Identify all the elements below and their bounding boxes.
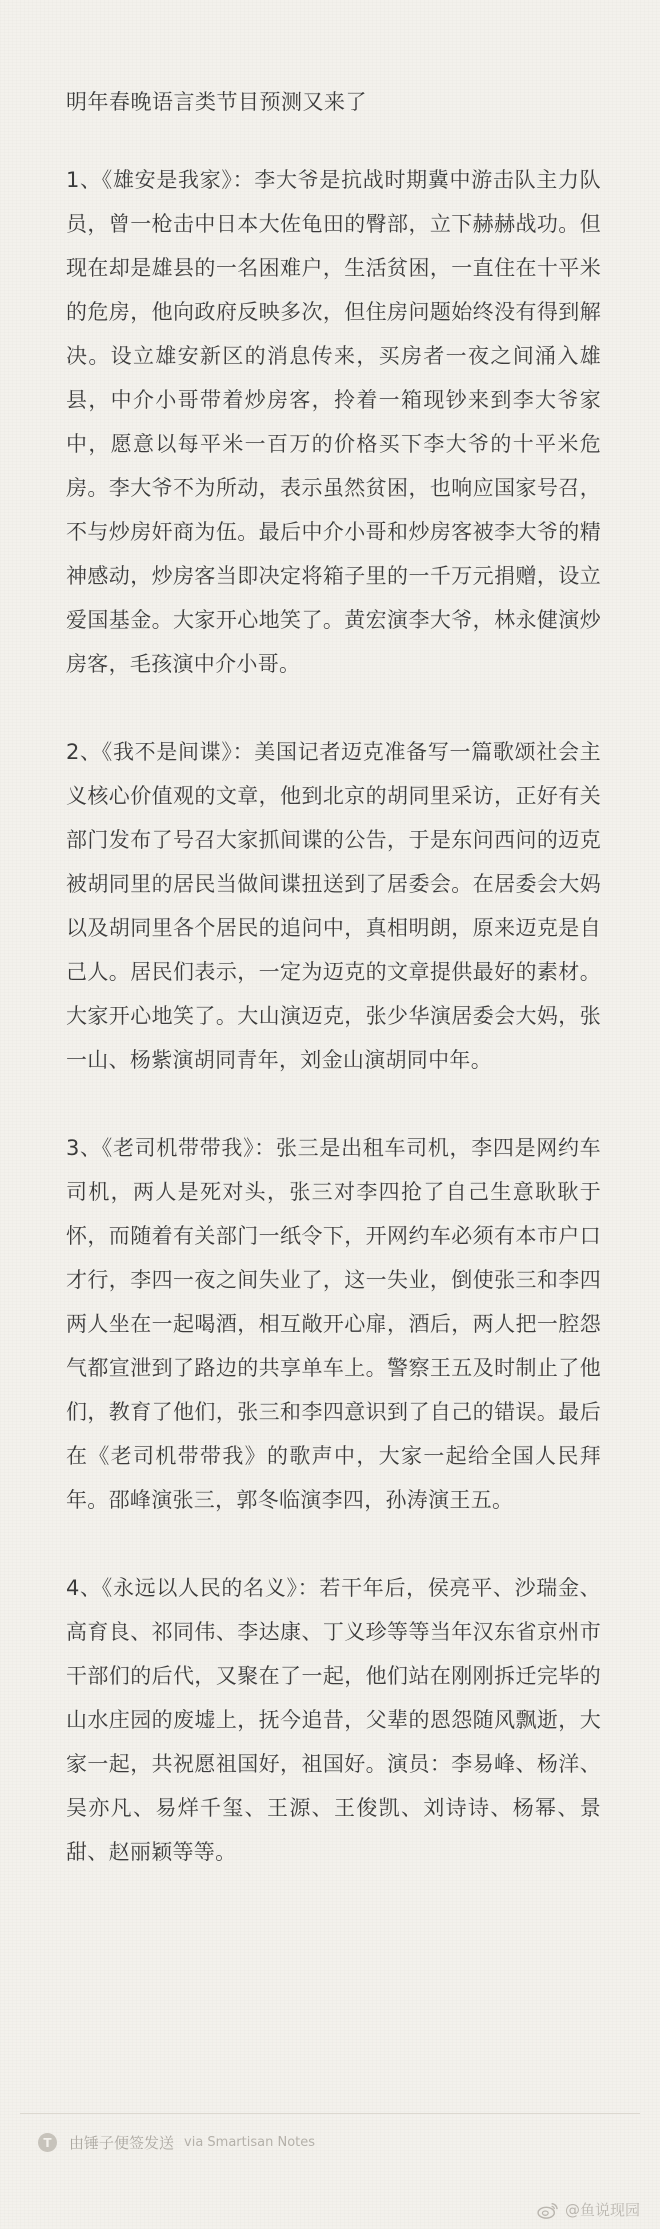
smartisan-t-icon: T bbox=[38, 2133, 57, 2152]
note-paragraph-4: 4、《永远以人民的名义》：若干年后，侯亮平、沙瑞金、高育良、祁同伟、李达康、丁义珍等等当年汉东省京州市干部们的后代，又聚在了一起，他们站在刚刚拆迁完毕的山水庄园的废墟上，抚今追昔，父辈的恩怨随风飘逝，大家一起，共祝愿祖国好，祖国好。演员：李易峰、杨洋、吴亦凡、易烊千玺、王源、王俊凯、刘诗诗、杨幂、景甜、赵丽颖等等。 bbox=[66, 1576, 601, 1864]
weibo-watermark bbox=[537, 2199, 640, 2220]
footer-signature bbox=[38, 2132, 315, 2153]
footer-sent-via: 由锤子便签发送 bbox=[69, 2134, 175, 2152]
note-paragraph-3: 3、《老司机带带我》：张三是出租车司机，李四是网约车司机，两人是死对头，张三对李四抢了自己生意耿耿于怀，而随着有关部门一纸令下，开网约车必须有本市户口才行，李四一夜之间失业了，这一失业，倒使张三和李四两人坐在一起喝酒，相互敞开心扉，酒后，两人把一腔怨气都宣泄到了路边的共享单车上。警察王五及时制止了他们，教育了他们，张三和李四意识到了自己的错误。最后在《老司机带带我》的歌声中，大家一起给全国人民拜年。邵峰演张三，郭冬临演李四，孙涛演王五。 bbox=[66, 1136, 601, 1512]
note-body bbox=[66, 80, 601, 1918]
footer-divider bbox=[20, 2113, 640, 2114]
watermark-text: @鱼说现园 bbox=[564, 2201, 640, 2219]
note-title: 明年春晚语言类节目预测又来了 bbox=[66, 90, 367, 114]
note-paragraph-1: 1、《雄安是我家》：李大爷是抗战时期冀中游击队主力队员，曾一枪击中日本大佐龟田的臀部，立下赫赫战功。但现在却是雄县的一名困难户，生活贫困，一直住在十平米的危房，他向政府反映多次，但住房问题始终没有得到解决。设立雄安新区的消息传来，买房者一夜之间涌入雄县，中介小哥带着炒房客，拎着一箱现钞来到李大爷家中，愿意以每平米一百万的价格买下李大爷的十平米危房。李大爷不为所动，表示虽然贫困，也响应国家号召，不与炒房奸商为伍。最后中介小哥和炒房客被李大爷的精神感动，炒房客当即决定将箱子里的一千万元捐赠，设立爱国基金。大家开心地笑了。黄宏演李大爷，林永健演炒房客，毛孩演中介小哥。 bbox=[66, 168, 601, 676]
note-paragraph-2: 2、《我不是间谍》：美国记者迈克准备写一篇歌颂社会主义核心价值观的文章，他到北京的胡同里采访，正好有关部门发布了号召大家抓间谍的公告，于是东问西问的迈克被胡同里的居民当做间谍扭送到了居委会。在居委会大妈以及胡同里各个居民的追问中，真相明朗，原来迈克是自己人。居民们表示，一定为迈克的文章提供最好的素材。大家开心地笑了。大山演迈克，张少华演居委会大妈，张一山、杨紫演胡同青年，刘金山演胡同中年。 bbox=[66, 740, 601, 1072]
weibo-icon bbox=[537, 2201, 559, 2219]
footer-via-app: via Smartisan Notes bbox=[184, 2135, 316, 2150]
